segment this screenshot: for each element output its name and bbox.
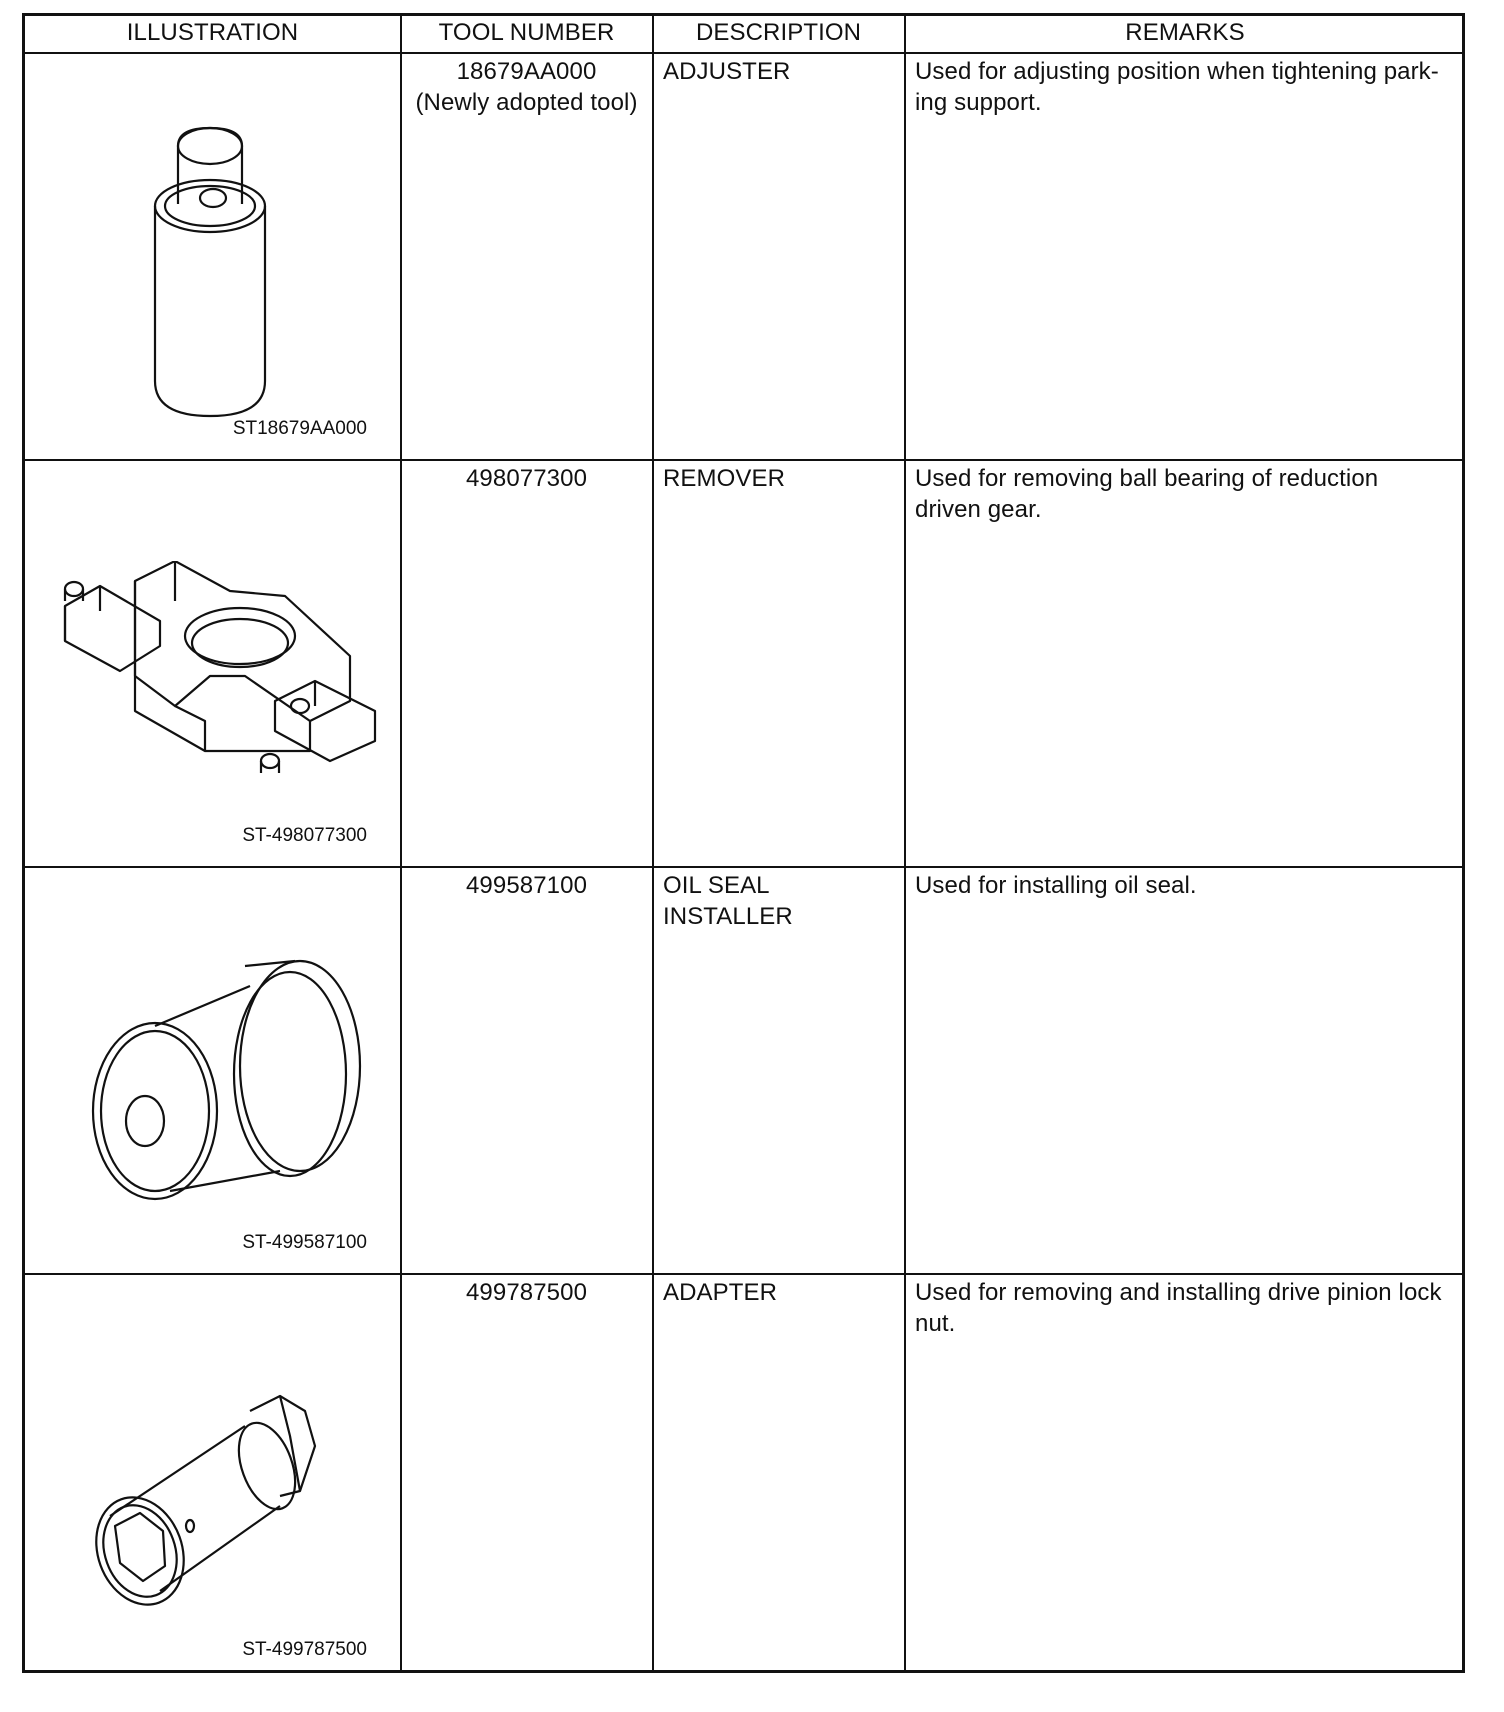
illustration-label: ST18679AA000 [232,418,367,439]
header-description: DESCRIPTION [695,19,862,46]
remarks-cell [905,1277,1465,1339]
remarks-cell [905,463,1465,525]
description-cell [653,56,904,87]
tool-number-cell [401,870,652,901]
tool-number-note: (Newly adopted tool) [415,89,638,116]
column-divider [400,16,402,1670]
remarks-line: ing support. [915,89,1042,116]
column-divider [904,16,906,1670]
adapter-icon [85,1391,355,1611]
row-divider [25,1273,1462,1275]
description: INSTALLER [663,903,793,930]
tool-number-cell [401,56,652,118]
remarks-cell [905,870,1465,901]
remarks-cell [905,56,1465,118]
oil-seal-installer-icon [60,946,380,1226]
illustration-label: ST-499787500 [242,1639,367,1660]
description-cell [653,1277,904,1308]
tool-number-cell [401,1277,652,1308]
description: ADJUSTER [663,58,791,85]
row-divider [25,459,1462,461]
description: OIL SEAL [663,872,770,899]
remarks-line: Used for adjusting position when tightening park- [915,58,1439,85]
row-divider [25,52,1462,54]
header-tool-number: TOOL NUMBER [438,19,615,46]
remarks-line: Used for removing and installing drive pinion lock [915,1279,1442,1306]
column-divider [652,16,654,1670]
remarks-line: Used for installing oil seal. [915,872,1197,899]
tool-number: 18679AA000 [456,58,597,85]
remarks-line: driven gear. [915,496,1042,523]
remover-icon [60,561,380,791]
illustration-label: ST-499587100 [242,1232,367,1253]
header-remarks: REMARKS [1125,19,1245,46]
description: REMOVER [663,465,786,492]
header-illustration: ILLUSTRATION [126,19,299,46]
description-cell [653,870,904,932]
tool-number: 499787500 [465,1279,588,1306]
special-tools-table [22,13,1465,1673]
illustration-label: ST-498077300 [242,825,367,846]
description: ADAPTER [663,1279,778,1306]
tool-number: 498077300 [465,465,588,492]
tool-number-cell [401,463,652,494]
remarks-line: Used for removing ball bearing of reduction [915,465,1379,492]
adjuster-icon [135,116,285,426]
tool-number: 499587100 [465,872,588,899]
remarks-line: nut. [915,1310,956,1337]
description-cell [653,463,904,494]
row-divider [25,866,1462,868]
